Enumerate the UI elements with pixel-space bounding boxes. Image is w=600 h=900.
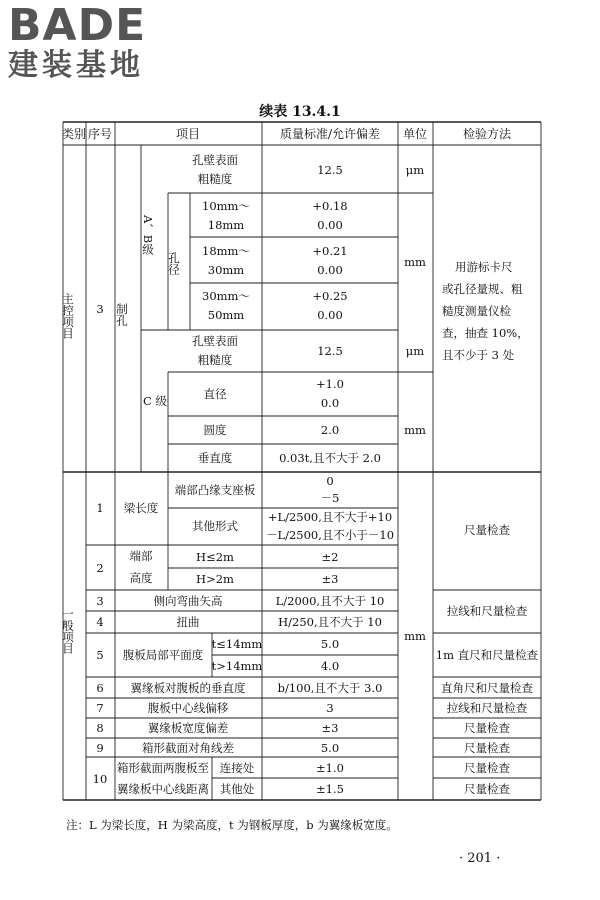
general-method-5: 拉线和尺量检查 <box>446 701 528 715</box>
range-3-upper: +0.25 <box>312 289 348 303</box>
header-unit: 单位 <box>402 127 428 141</box>
r8-value: ±3 <box>321 721 339 735</box>
roughness-c-value: 12.5 <box>317 344 343 358</box>
r1-seq: 1 <box>96 501 104 515</box>
main-category: 主控项目 <box>61 293 75 339</box>
unit-um-c: μm <box>405 344 425 358</box>
r1-sub2-v1: +L/2500,且不大于+10 <box>267 510 393 524</box>
general-method-8: 尺量检查 <box>464 761 510 775</box>
unit-mm-ab: mm <box>404 255 426 269</box>
r7-value: 3 <box>326 701 334 715</box>
r1-sub1-v1: 0 <box>326 474 334 488</box>
r2-value-2: ±3 <box>321 572 339 586</box>
page-number: · 201 · <box>459 851 501 866</box>
general-unit: mm <box>404 629 426 643</box>
r10-item-l1: 箱形截面两腹板至 <box>117 761 209 775</box>
r2-value-1: ±2 <box>321 550 339 564</box>
r5-seq: 5 <box>96 648 104 662</box>
r7-seq: 7 <box>96 701 104 715</box>
roughness-label-c-l1: 孔壁表面 <box>192 334 238 348</box>
range-3-from: 30mm～ <box>202 289 250 303</box>
range-1-lower: 0.00 <box>317 218 343 232</box>
header-method: 检验方法 <box>462 127 512 141</box>
method-line-1: 用游标卡尺 <box>455 260 513 274</box>
range-2-from: 18mm～ <box>202 244 250 258</box>
range-1-from: 10mm～ <box>202 199 250 213</box>
r9-value: 5.0 <box>320 741 340 755</box>
r5-value-2: 4.0 <box>320 659 340 673</box>
logo-subtitle: 建装基地 <box>8 48 144 83</box>
diameter-lower: 0.0 <box>320 396 340 410</box>
r3-item: 侧向弯曲矢高 <box>153 594 223 608</box>
method-line-3: 糙度测量仪检 <box>442 304 511 318</box>
general-category: 一般项目 <box>61 608 75 654</box>
r10-cond-1: 连接处 <box>219 761 255 775</box>
hole-diameter-label: 孔径 <box>167 252 181 275</box>
r10-item-l2: 翼缘板中心线距离 <box>117 782 209 796</box>
roughness-label-ab-l2: 粗糙度 <box>197 172 233 186</box>
range-3-lower: 0.00 <box>317 308 343 322</box>
range-2-lower: 0.00 <box>317 263 343 277</box>
r2-item-l1: 端部 <box>129 549 153 563</box>
unit-um-ab: μm <box>405 163 425 177</box>
r10-value-1: ±1.0 <box>316 761 344 775</box>
range-1-upper: +0.18 <box>312 199 348 213</box>
roughness-ab-value: 12.5 <box>317 163 343 177</box>
method-line-5: 且不少于 3 处 <box>442 348 515 362</box>
general-method-9: 尺量检查 <box>464 782 510 796</box>
logo-brand: BADE <box>8 0 147 51</box>
roughness-label-ab-l1: 孔壁表面 <box>192 153 238 167</box>
r5-cond-1: t≤14mm <box>211 637 263 651</box>
range-3-to: 50mm <box>207 308 245 322</box>
general-method-3: 1m 直尺和尺量检查 <box>435 648 539 662</box>
r6-item: 翼缘板对腹板的垂直度 <box>130 681 246 695</box>
r4-seq: 4 <box>96 615 104 629</box>
r4-value: H/250,且不大于 10 <box>278 615 382 629</box>
r7-item: 腹板中心线偏移 <box>147 701 229 715</box>
method-line-2: 或孔径量规、粗 <box>442 282 523 296</box>
diameter-upper: +1.0 <box>316 377 344 391</box>
method-line-4: 查，抽查 10%， <box>442 326 529 340</box>
r5-value-1: 5.0 <box>320 637 340 651</box>
r1-item: 梁长度 <box>123 501 159 515</box>
table-caption: 续表 13.4.1 <box>259 104 341 120</box>
r4-item: 扭曲 <box>176 615 200 629</box>
roundness-value: 2.0 <box>320 423 340 437</box>
r9-item: 箱形截面对角线差 <box>142 741 234 755</box>
header-item: 项目 <box>175 127 201 141</box>
r2-seq: 2 <box>96 561 104 575</box>
general-method-6: 尺量检查 <box>464 721 510 735</box>
r2-cond-1: H≤2m <box>196 550 234 564</box>
r5-item: 腹板局部平面度 <box>122 648 204 662</box>
r3-value: L/2000,且不大于 10 <box>275 594 385 608</box>
unit-mm-c: mm <box>404 423 426 437</box>
r2-cond-2: H>2m <box>196 572 234 586</box>
r9-seq: 9 <box>96 741 104 755</box>
perpendicularity-value: 0.03t,且不大于 2.0 <box>279 451 381 465</box>
general-method-2: 拉线和尺量检查 <box>446 604 528 618</box>
general-method-4: 直角尺和尺量检查 <box>441 681 533 695</box>
r1-sub1-label: 端部凸缘支座板 <box>174 483 256 497</box>
header-category: 类别 <box>61 127 87 141</box>
perpendicularity-label: 垂直度 <box>197 451 233 465</box>
grade-c: C 级 <box>143 394 167 408</box>
r3-seq: 3 <box>96 594 104 608</box>
r10-seq: 10 <box>92 772 108 786</box>
header-seq: 序号 <box>87 127 113 141</box>
r8-seq: 8 <box>96 721 104 735</box>
r6-seq: 6 <box>96 681 104 695</box>
header-standard: 质量标准/允许偏差 <box>279 127 381 141</box>
r5-cond-2: t>14mm <box>211 659 263 673</box>
range-1-to: 18mm <box>207 218 245 232</box>
r10-value-2: ±1.5 <box>316 782 344 796</box>
roundness-label: 圆度 <box>203 423 227 437</box>
grade-ab: A、B级 <box>141 215 155 255</box>
general-method-1: 尺量检查 <box>464 523 510 537</box>
r1-sub2-label: 其他形式 <box>192 519 238 533</box>
diameter-label: 直径 <box>203 387 227 401</box>
r8-item: 翼缘板宽度偏差 <box>147 721 229 735</box>
r1-sub2-v2: －L/2500,且不小于－10 <box>265 528 395 542</box>
r2-item-l2: 高度 <box>129 571 153 585</box>
table-footnote: 注：L 为梁长度，H 为梁高度，t 为钢板厚度，b 为翼缘板宽度。 <box>66 818 398 832</box>
range-2-upper: +0.21 <box>312 244 348 258</box>
general-method-7: 尺量检查 <box>464 741 510 755</box>
main-item: 制孔 <box>115 303 129 326</box>
r1-sub1-v2: －5 <box>320 491 340 505</box>
r10-cond-2: 其他处 <box>219 782 255 796</box>
main-seq: 3 <box>96 302 104 316</box>
r6-value: b/100,且不大于 3.0 <box>277 681 383 695</box>
range-2-to: 30mm <box>207 263 245 277</box>
roughness-label-c-l2: 粗糙度 <box>197 353 233 367</box>
